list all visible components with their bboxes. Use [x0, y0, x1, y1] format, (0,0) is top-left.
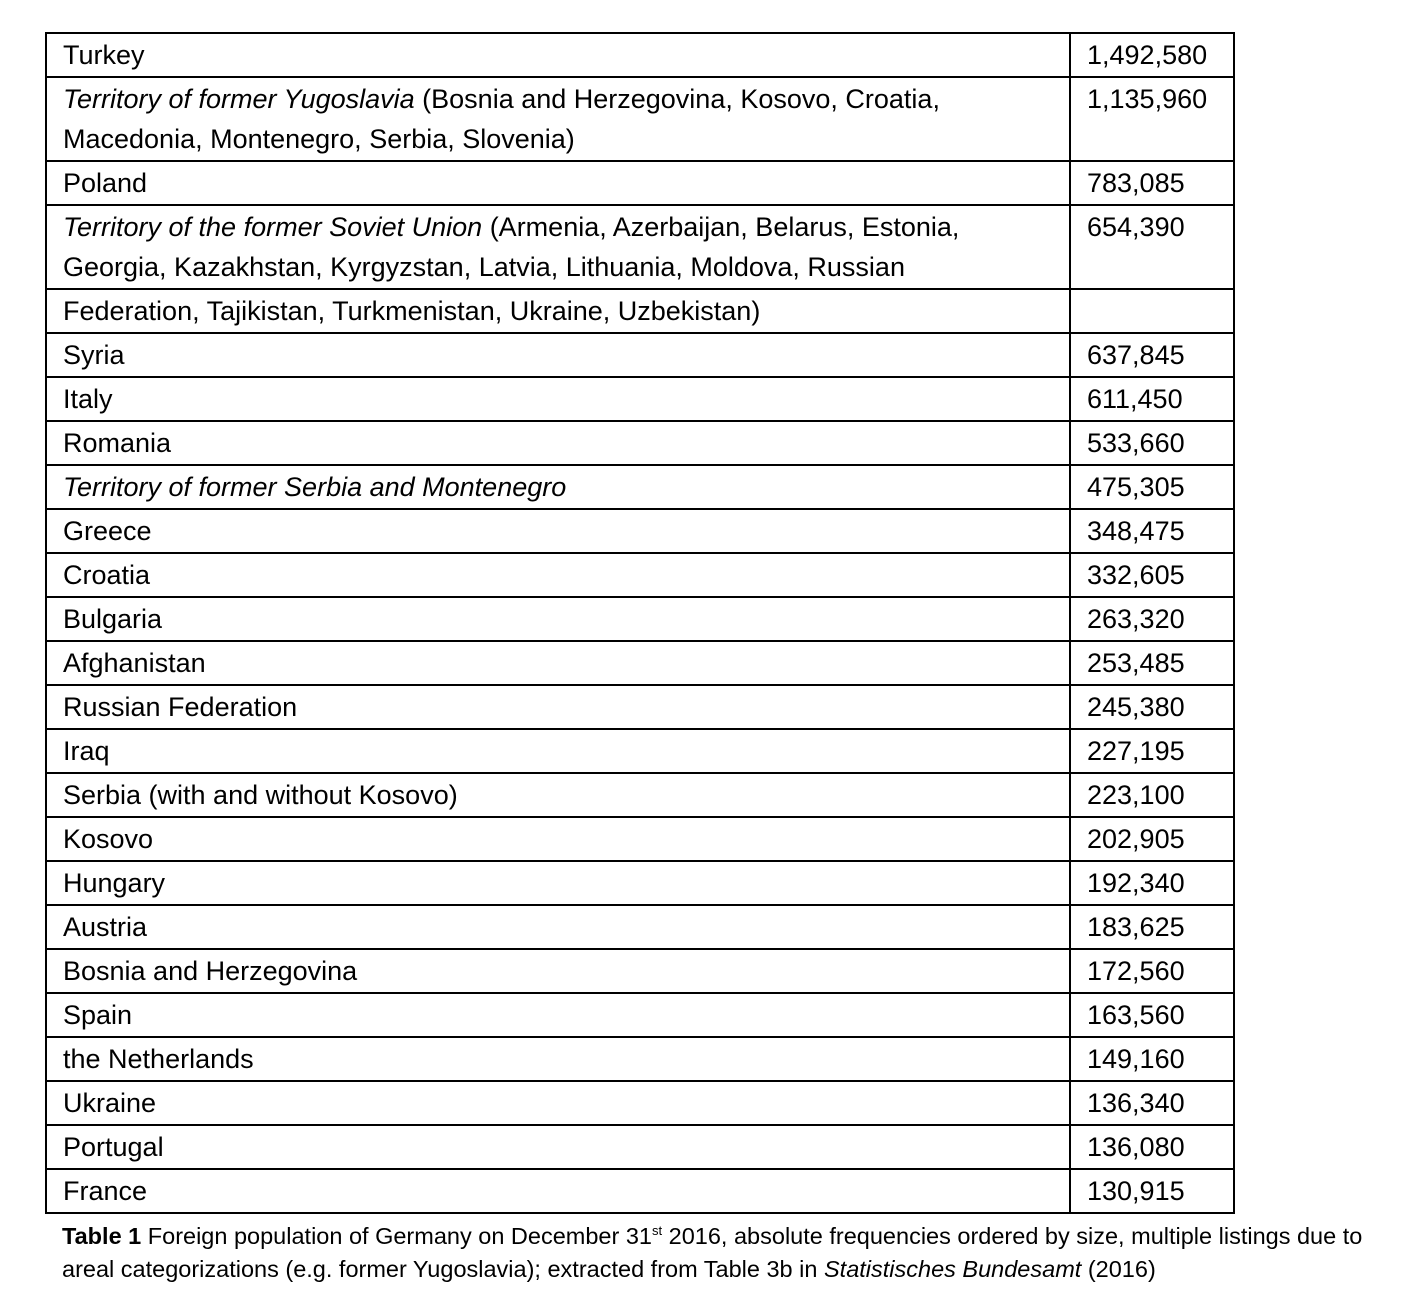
foreign-population-table	[45, 32, 1235, 1214]
country-name: France	[63, 1176, 148, 1206]
country-name: Serbia (with and without Kosovo)	[63, 780, 458, 810]
country-cell	[46, 289, 1070, 333]
country-name: Syria	[63, 340, 125, 370]
country-cell	[46, 861, 1070, 905]
caption-source: Statistisches Bundesamt	[823, 1256, 1082, 1282]
caption-text-3: (2016)	[1081, 1256, 1156, 1282]
country-cell	[46, 205, 1070, 289]
population-value: 253,485	[1070, 641, 1234, 685]
table-row	[46, 205, 1234, 289]
country-cell	[46, 641, 1070, 685]
population-value: 654,390	[1070, 205, 1234, 289]
country-name: Ukraine	[63, 1088, 157, 1118]
foreign-population-table-container	[45, 32, 1232, 1214]
population-value: 783,085	[1070, 161, 1234, 205]
country-name: Hungary	[63, 868, 166, 898]
table-row	[46, 289, 1234, 333]
population-value: 1,492,580	[1070, 33, 1234, 77]
country-name: Romania	[63, 428, 172, 458]
table-row	[46, 377, 1234, 421]
population-value: 183,625	[1070, 905, 1234, 949]
population-value: 637,845	[1070, 333, 1234, 377]
country-name-italic: Territory of former Serbia and Montenegro	[63, 472, 567, 502]
population-value: 245,380	[1070, 685, 1234, 729]
country-cell	[46, 33, 1070, 77]
country-cell	[46, 817, 1070, 861]
population-value: 227,195	[1070, 729, 1234, 773]
country-name-italic: Territory of former Yugoslavia	[63, 84, 415, 114]
country-cell	[46, 1037, 1070, 1081]
country-name: Portugal	[63, 1132, 164, 1162]
country-cell	[46, 597, 1070, 641]
table-row	[46, 509, 1234, 553]
country-cell	[46, 333, 1070, 377]
country-name: (Bosnia and Herzegovina, Kosovo, Croatia, Macedonia, Montenegro, Serbia, Slovenia)	[63, 84, 940, 154]
population-value: 130,915	[1070, 1169, 1234, 1213]
country-name: Kosovo	[63, 824, 154, 854]
population-value: 332,605	[1070, 553, 1234, 597]
population-value: 172,560	[1070, 949, 1234, 993]
population-value: 223,100	[1070, 773, 1234, 817]
country-cell	[46, 685, 1070, 729]
table-row	[46, 1081, 1234, 1125]
country-cell	[46, 993, 1070, 1037]
table-row	[46, 641, 1234, 685]
country-cell	[46, 421, 1070, 465]
caption-text-2: 2016, absolute frequencies ordered by size, multiple listings due to areal categorizations (e.g. former Yugoslavia); extracted from Table 3b in	[62, 1223, 1363, 1282]
country-name: Spain	[63, 1000, 133, 1030]
country-name: (Armenia, Azerbaijan, Belarus, Estonia, Georgia, Kazakhstan, Kyrgyzstan, Latvia, Lithuania, Moldova, Russian	[63, 212, 960, 282]
country-name: Italy	[63, 384, 113, 414]
country-name: Bulgaria	[63, 604, 163, 634]
population-value: 348,475	[1070, 509, 1234, 553]
country-cell	[46, 1081, 1070, 1125]
table-row	[46, 333, 1234, 377]
country-name: Russian Federation	[63, 692, 298, 722]
table-row	[46, 1169, 1234, 1213]
table-row	[46, 729, 1234, 773]
table-row	[46, 1125, 1234, 1169]
country-cell	[46, 905, 1070, 949]
country-cell	[46, 161, 1070, 205]
table-row	[46, 817, 1234, 861]
table-row	[46, 773, 1234, 817]
country-name: Croatia	[63, 560, 151, 590]
country-name: Poland	[63, 168, 148, 198]
country-cell	[46, 553, 1070, 597]
table-row	[46, 161, 1234, 205]
table-caption	[62, 1220, 1407, 1286]
table-row	[46, 33, 1234, 77]
table-body	[46, 33, 1234, 1213]
country-name: Afghanistan	[63, 648, 206, 678]
country-cell	[46, 949, 1070, 993]
population-value: 475,305	[1070, 465, 1234, 509]
country-name-italic: Territory of the former Soviet Union	[63, 212, 483, 242]
country-cell	[46, 509, 1070, 553]
population-value: 263,320	[1070, 597, 1234, 641]
table-row	[46, 77, 1234, 161]
table-row	[46, 597, 1234, 641]
country-name: Federation, Tajikistan, Turkmenistan, Ukraine, Uzbekistan)	[63, 296, 761, 326]
table-row	[46, 465, 1234, 509]
table-row	[46, 993, 1234, 1037]
caption-superscript: st	[652, 1223, 663, 1238]
population-value: 192,340	[1070, 861, 1234, 905]
table-row	[46, 553, 1234, 597]
country-name: Iraq	[63, 736, 110, 766]
country-name: Turkey	[63, 40, 145, 70]
population-value: 163,560	[1070, 993, 1234, 1037]
table-row	[46, 1037, 1234, 1081]
country-cell	[46, 77, 1070, 161]
caption-text-1: Foreign population of Germany on December 31	[141, 1223, 652, 1249]
country-cell	[46, 729, 1070, 773]
country-cell	[46, 465, 1070, 509]
country-name: Austria	[63, 912, 148, 942]
country-name: Greece	[63, 516, 152, 546]
country-cell	[46, 1125, 1070, 1169]
table-row	[46, 685, 1234, 729]
population-value	[1070, 289, 1234, 333]
country-name: the Netherlands	[63, 1044, 254, 1074]
population-value: 611,450	[1070, 377, 1234, 421]
caption-label: Table 1	[62, 1223, 142, 1249]
population-value: 533,660	[1070, 421, 1234, 465]
table-row	[46, 421, 1234, 465]
country-cell	[46, 377, 1070, 421]
country-name: Bosnia and Herzegovina	[63, 956, 358, 986]
table-row	[46, 905, 1234, 949]
population-value: 149,160	[1070, 1037, 1234, 1081]
country-cell	[46, 1169, 1070, 1213]
country-cell	[46, 773, 1070, 817]
table-row	[46, 861, 1234, 905]
population-value: 1,135,960	[1070, 77, 1234, 161]
population-value: 136,340	[1070, 1081, 1234, 1125]
population-value: 202,905	[1070, 817, 1234, 861]
population-value: 136,080	[1070, 1125, 1234, 1169]
table-row	[46, 949, 1234, 993]
